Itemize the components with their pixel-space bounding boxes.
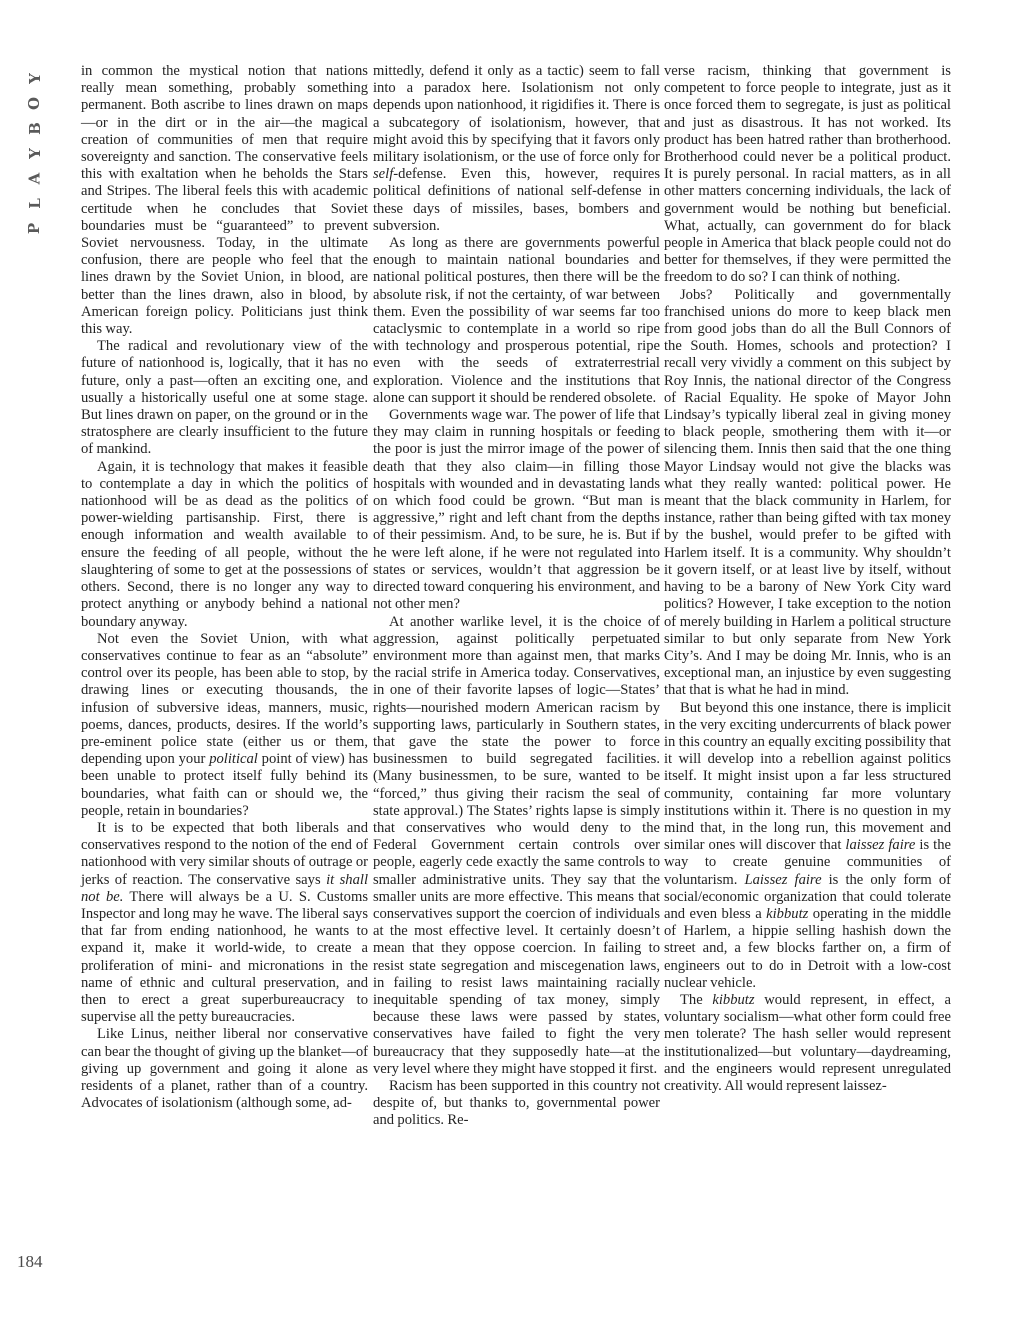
page-number: 184 (17, 1252, 43, 1271)
masthead-letter: O (25, 96, 44, 111)
paragraph: Like Linus, neither liberal nor conservative can bear the thought of giving up the blanket—of giving up government and going it alone as residents of a planet, rather than of a country. Advocates of isolationism (although some, ad- (81, 1026, 368, 1112)
paragraph: mittedly, defend it only as a tactic) seem to fall into a paradox here. Isolationism not only depends upon nationhood, it rigidifies it. There is a subcategory of isolationism, however, that might avoid this by specifying that it favors only military isolationism, or the use of force only for self-defense. Even this, however, requires political definitions of national self-defense in these days of missiles, bases, bombers and subversion. (373, 63, 660, 234)
paragraph: Racism has been supported in this country not despite of, but thanks to, governmental power and politics. Re- (373, 1077, 660, 1129)
masthead-letter: L (25, 198, 44, 209)
paragraph: The kibbutz would represent, in effect, a voluntary socialism—what other form could free men tolerate? The hash seller would represent institutionalized—but voluntary—daydreaming, and the engineers would represent unregulated creativity. All would represent laissez- (664, 991, 951, 1094)
text-column-3 (664, 63, 951, 1095)
masthead-letter: Y (25, 73, 44, 84)
text-column-1 (81, 63, 368, 1112)
paragraph: As long as there are governments powerful enough to maintain national boundaries and national political postures, then there will be the absolute risk, if not the certainty, of war between them. Even the possibility of war seems far too cataclysmic to contemplate in a world so ripe with technology and prosperous potential, ripe even with the seeds of extraterrestrial exploration. Violence and the institutions that alone can support it should be rendered obsolete. (373, 235, 660, 406)
paragraph: It is to be expected that both liberals and conservatives respond to the notion of the end of nationhood with very similar shouts of outrage or jerks of reaction. The conservative says it shall not be. There will always be a U. S. Customs Inspector and long may he wave. The liberal says that far from ending nationhood, he wants to expand it, make it world-wide, to create a proliferation of mini- and micronations in the name of ethnic and cultural preservation, and then to erect a great superbureaucracy to supervise all the petty bureaucracies. (81, 819, 369, 1026)
paragraph: The radical and revolutionary view of the future of nationhood is, logically, that it has no future, only a past—often an exciting one, and usually a historically useful one at some stage. But lines drawn on paper, on the ground or in the stratosphere are clearly insufficient to the future of mankind. (81, 338, 368, 458)
paragraph: Not even the Soviet Union, with what conservatives continue to fear as an “absolute” control over its people, has been able to stop, by drawing lines or executing thousands, the infusion of subversive ideas, manners, music, poems, dances, products, desires. If the world’s pre-eminent police state (either us or them, depending upon your political point of view) has been unable to protect itself fully behind its boundaries, what faith can or should we, the people, retain in boundaries? (81, 630, 368, 819)
masthead-letter: Y (25, 148, 44, 159)
paragraph: in common the mystical notion that nations really mean something, probably something permanent. Both ascribe to lines drawn on maps—or in the dirt or in the air—the magical creation of communities of men that require sovereignty and sanction. The conservative feels this with exaltation when he beholds the Stars and Stripes. The liberal feels this with academic certitude when he concludes that Soviet boundaries must be “guaranteed” to prevent Soviet nervousness. Today, in the ultimate confusion, there are people who feel that the lines drawn by the Soviet Union, in blood, are better than the lines drawn, also in blood, by American foreign policy. Politicians just think this way. (81, 63, 368, 338)
paragraph: At another warlike level, it is the choice of aggression, against politically perpetuated environment more than against men, that marks the racial strife in America today. Conservatives, in one of their favorite lapses of logic—States’ rights—nourished modern American racism by supporting laws, particularly in Southern states, that gave the state the power to force businessmen to build segregated facilities. (Many businessmen, to be sure, wanted to be “forced,” thus giving their racism the seal of state approval.) The States’ rights lapse is simply that conservatives who would deny to the Federal Government certain controls over people, eagerly cede exactly the same controls to smaller administrative units. They say that the smaller units are more effective. This means that conservatives support the coercion of individuals at the most effective level. It certainly doesn’t mean that they oppose coercion. In failing to resist state segregation and miscegenation laws, in failing to resist laws maintaining racially inequitable spending of tax money, simply because these laws were passed by states, conservatives have failed to fight the very bureaucracy that they supposedly hate—at the very level where they might have stopped it first. (373, 613, 660, 1077)
masthead-letter: P (25, 222, 44, 235)
masthead-letter: A (25, 172, 44, 185)
paragraph: Jobs? Politically and governmentally franchised unions do more to keep black men from good jobs than do all the Bull Connors of the South. Homes, schools and protection? I recall very vividly a comment on this subject by Roy Innis, the national director of the Congress of Racial Equality. He spoke of Mayor John Lindsay’s typically liberal zeal in giving money to black people, smothering them with it—or silencing them. Innis then said that the one thing Mayor Lindsay would not give the blacks was what they really wanted: political power. He meant that the black community in Harlem, for instance, rather than being gifted with tax money by the bushel, would prefer to be gifted with Harlem itself. It is a community. Why shouldn’t it govern itself, or at least live by itself, without having to be a barony of New York City ward politics? However, I take exception to the notion of merely building in Harlem a political structure similar to but only separate from New York City’s. And I may be doing Mr. Innis, who is an exceptional man, an injustice by even suggesting that that is what he had in mind. (664, 286, 951, 699)
masthead-letter: B (25, 122, 44, 135)
magazine-masthead (25, 66, 44, 256)
paragraph: Again, it is technology that makes it feasible to contemplate a day in which the politics of nationhood will be as dead as the politics of power-wielding partisanship. First, there is enough information and wealth available to ensure the feeding of all people, without the slaughtering of some to get at the possessions of others. Second, there is no longer any way to protect anything or anybody behind a national boundary anyway. (81, 458, 368, 630)
paragraph: verse racism, thinking that government is competent to force people to integrate, just as it once forced them to segregate, is just as political and just as disastrous. It has not worked. Its product has been hatred rather than brotherhood. Brotherhood could never be a political product. It is purely personal. In racial matters, as in all other matters concerning individuals, the lack of government would be nothing but beneficial. What, actually, can government do for black people in America that black people could not do better for themselves, if they were permitted the freedom to do so? I can think of nothing. (664, 63, 951, 286)
text-column-2 (373, 63, 660, 1130)
paragraph: Governments wage war. The power of life that they may claim in running hospitals or feeding the poor is just the mirror image of the power of death that they also claim—in filling those hospitals with wounded and in devastating lands on which food could be grown. “But man is aggressive,” right and left chant from the depths of their pessimism. And, to be sure, he is. But if he were left alone, if he were not regulated into states or services, wouldn’t that aggression be directed toward conquering his environment, and not other men? (373, 407, 660, 613)
paragraph: But beyond this one instance, there is implicit in the very exciting undercurrents of black power in this country an equally exciting possibility that it will develop into a rebellion against politics itself. It might insist upon a far less structured community, containing far more voluntary institutions within it. There is no question in my mind that, in the long run, this movement and similar ones will discover that laissez faire is the way to create genuine communities of voluntarism. Laissez faire is the only form of social/economic organization that could tolerate and even bless a kibbutz operating in the middle of Harlem, a hippie selling hashish down the street and, a few blocks farther on, a firm of engineers out to do in Detroit with a low-cost nuclear vehicle. (664, 699, 951, 991)
